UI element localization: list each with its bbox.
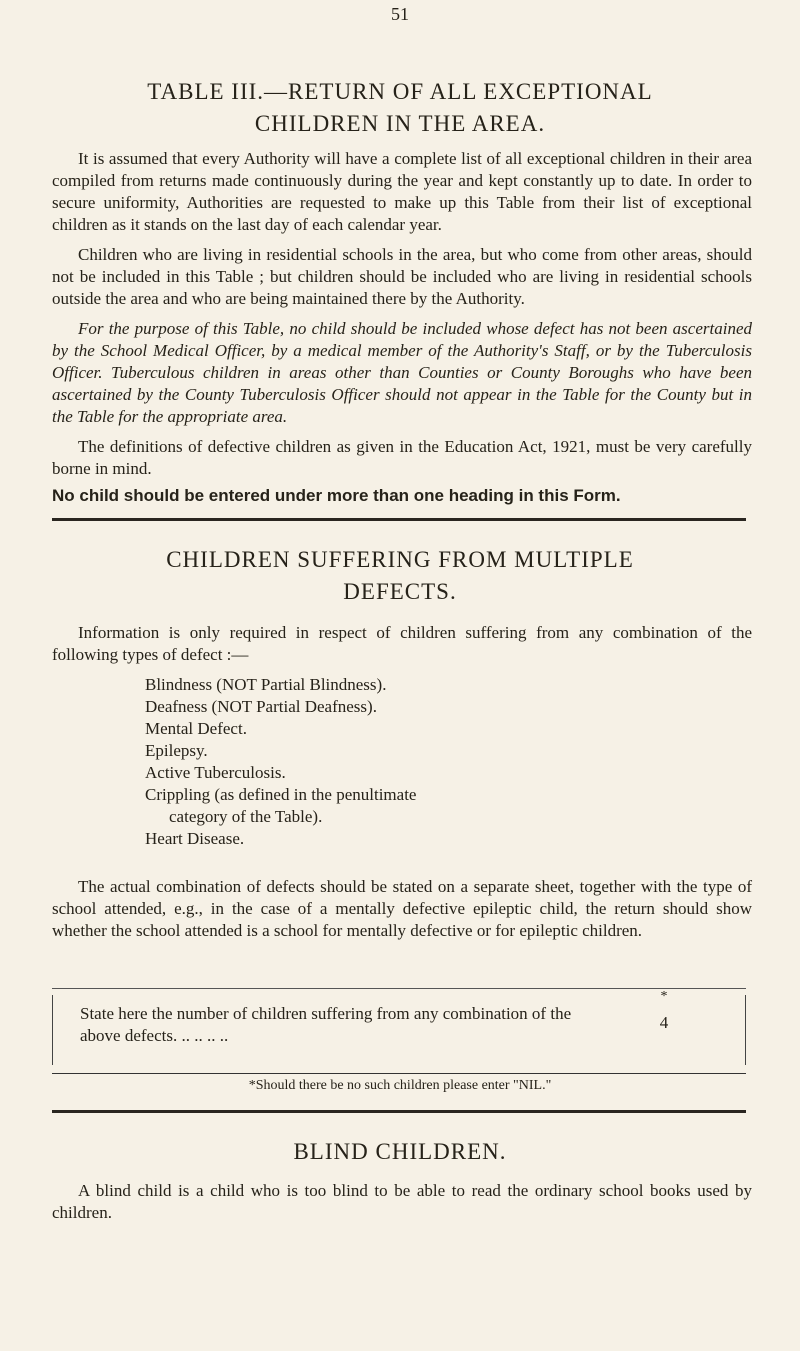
defect-type-item: Mental Defect. (145, 719, 247, 738)
defect-type-item: Deafness (NOT Partial Deafness). (145, 697, 377, 716)
information-paragraph: Information is only required in respect of children suffering from any combination of the following types of defect :— (52, 623, 752, 664)
table-title: TABLE III.—RETURN OF ALL EXCEPTIONAL (147, 79, 653, 104)
residential-paragraph: Children who are living in residential schools in the area, but who come from other areas, should not be included in this Table ; but children should be included who are living in residential schools outside the area and who are being maintained there by the Authority. (52, 245, 752, 308)
box-right-border (745, 995, 746, 1065)
multiple-defects-heading: CHILDREN SUFFERING FROM MULTIPLE (166, 547, 634, 572)
intro-paragraph: It is assumed that every Authority will have a complete list of all exceptional children in their area compiled from returns made continuously during the year and kept constantly up to date. In order to secure uniformity, Authorities are requested to make up this Table from their list of exceptional children as it stands on the last day of each calendar year. (52, 149, 752, 234)
defect-type-item-continuation (145, 806, 705, 828)
multiple-defects-heading-line2: DEFECTS. (343, 579, 457, 604)
asterisk-marker: * (660, 989, 668, 1004)
table-title-line2: CHILDREN IN THE AREA. (254, 111, 546, 136)
defect-type-item: Heart Disease. (145, 829, 245, 848)
box-left-border (52, 995, 53, 1065)
return-box (52, 988, 746, 1074)
purpose-paragraph: For the purpose of this Table, no child should be included whose defect has not been ascertained by the School Medical Officer, by a medical member of the Authority's Staff, or by the Tuberculosis Officer. Tuberculous children in areas other than Counties or County Boroughs who have been ascertained by the County Tuberculosis Officer should not appear in the Table for the County but in the Table for the appropriate area. (52, 319, 752, 426)
definitions-paragraph: The definitions of defective children as given in the Education Act, 1921, must be very carefully borne in mind. (52, 437, 752, 478)
blind-children-heading: BLIND CHILDREN. (293, 1139, 507, 1164)
defect-type-item: Crippling (as defined in the penultimate (145, 785, 417, 804)
defect-type-continuation-text: category of the Table). (169, 807, 323, 826)
divider-rule (52, 518, 746, 521)
defect-type-list (145, 674, 705, 850)
blind-paragraph: A blind child is a child who is too blind to be able to read the ordinary school books used by children. (52, 1181, 752, 1222)
return-question: State here the number of children suffering from any combination of the above defects. .. .. .. .. (80, 1004, 572, 1045)
defect-type-item: Epilepsy. (145, 741, 208, 760)
divider-rule-2 (52, 1110, 746, 1113)
bold-notice: No child should be entered under more than one heading in this Form. (52, 486, 621, 505)
defect-type-item: Blindness (NOT Partial Blindness). (145, 675, 387, 694)
return-answer: 4 (659, 1013, 669, 1032)
defect-type-item: Active Tuberculosis. (145, 763, 286, 782)
combination-paragraph: The actual combination of defects should be stated on a separate sheet, together with the type of school attended, e.g., in the case of a mentally defective epileptic child, the return should show whether the school attended is a school for mentally defective or for epileptic children. (52, 877, 752, 940)
footnote: *Should there be no such children please enter "NIL." (248, 1078, 552, 1093)
page-number: 51 (391, 4, 409, 24)
